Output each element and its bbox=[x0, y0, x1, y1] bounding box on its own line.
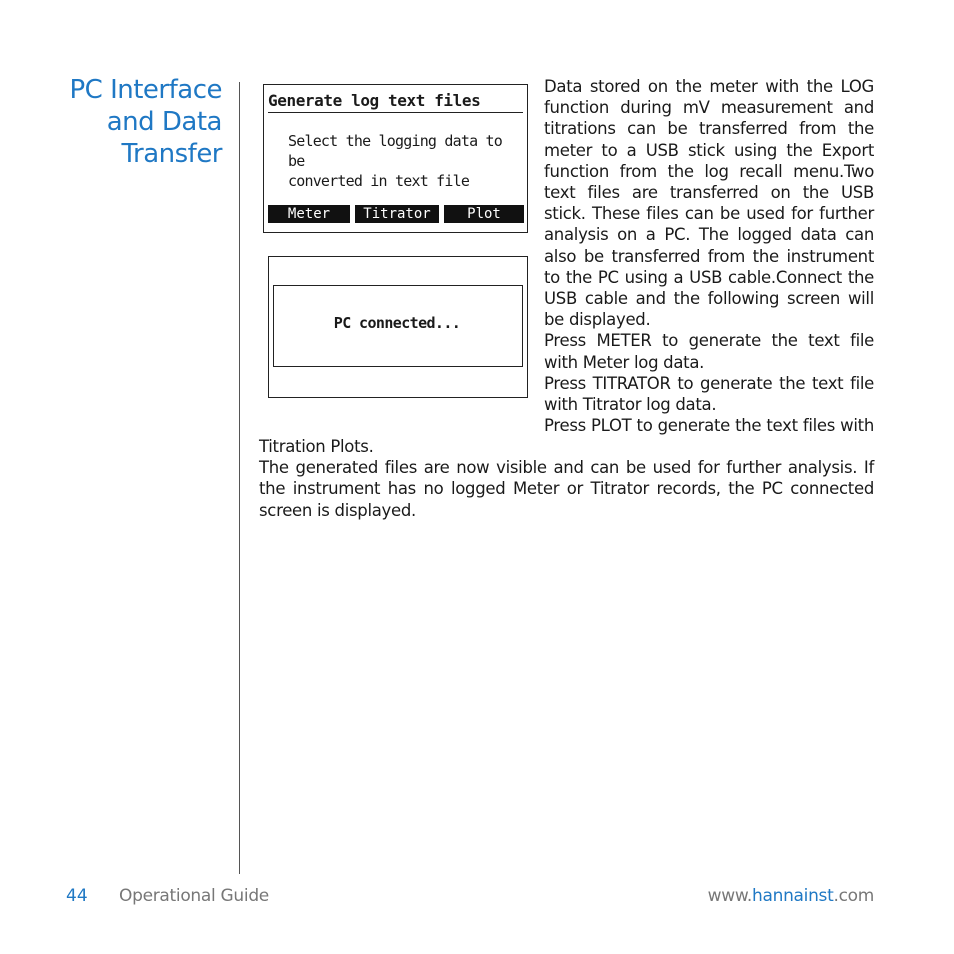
lcd-message-box bbox=[273, 285, 523, 367]
footer-guide-label: Operational Guide bbox=[119, 886, 269, 906]
paragraph-press-plot-start: Press PLOT to generate the text files with bbox=[544, 416, 874, 436]
url-suffix: .com bbox=[833, 886, 874, 906]
softkey-meter: Meter bbox=[268, 205, 350, 223]
lcd-message-line-1: Select the logging data to be bbox=[288, 132, 503, 170]
lcd-screen-message bbox=[288, 131, 524, 191]
paragraph-press-plot-end: Titration Plots. bbox=[259, 437, 374, 456]
lcd-message-line-2: converted in text file bbox=[288, 172, 470, 190]
pc-connected-message: PC connected... bbox=[333, 314, 461, 332]
body-text-column bbox=[544, 76, 874, 436]
url-brand: hannainst bbox=[752, 886, 834, 906]
vertical-divider bbox=[239, 82, 240, 874]
softkey-plot: Plot bbox=[444, 205, 524, 223]
paragraph-generated-files: The generated files are now visible and can be used for further analysis. If the instrument has no logged Meter or Titrator records, the PC connected screen is displayed. bbox=[259, 458, 874, 520]
softkey-titrator: Titrator bbox=[355, 205, 439, 223]
section-title-line-3: Transfer bbox=[121, 139, 222, 169]
lcd-screen-pc-connected bbox=[268, 256, 528, 398]
url-prefix: www. bbox=[707, 886, 752, 906]
footer-url bbox=[708, 886, 874, 906]
lcd-screen-title: Generate log text files bbox=[268, 91, 523, 113]
section-title-line-2: and Data bbox=[106, 107, 222, 137]
lcd-softkeys bbox=[268, 205, 525, 223]
body-text-full-width bbox=[259, 436, 874, 521]
paragraph-press-meter: Press METER to generate the text file with Meter log data. bbox=[544, 331, 874, 372]
section-title-line-1: PC Interface bbox=[69, 75, 222, 105]
lcd-screen-generate-log bbox=[263, 84, 528, 233]
section-title bbox=[40, 74, 222, 170]
paragraph-press-titrator: Press TITRATOR to generate the text file with Titrator log data. bbox=[544, 373, 874, 415]
page-number: 44 bbox=[66, 886, 88, 906]
paragraph-intro: Data stored on the meter with the LOG function during mV measurement and titrations can be transferred from the meter to a USB stick using the Export function from the log recall menu.Two text files are transferred on the USB stick. These files can be used for further analysis on a PC. The logged data can also be transferred from the instrument to the PC using a USB cable.Connect the USB cable and the following screen will be displayed. bbox=[544, 77, 874, 330]
